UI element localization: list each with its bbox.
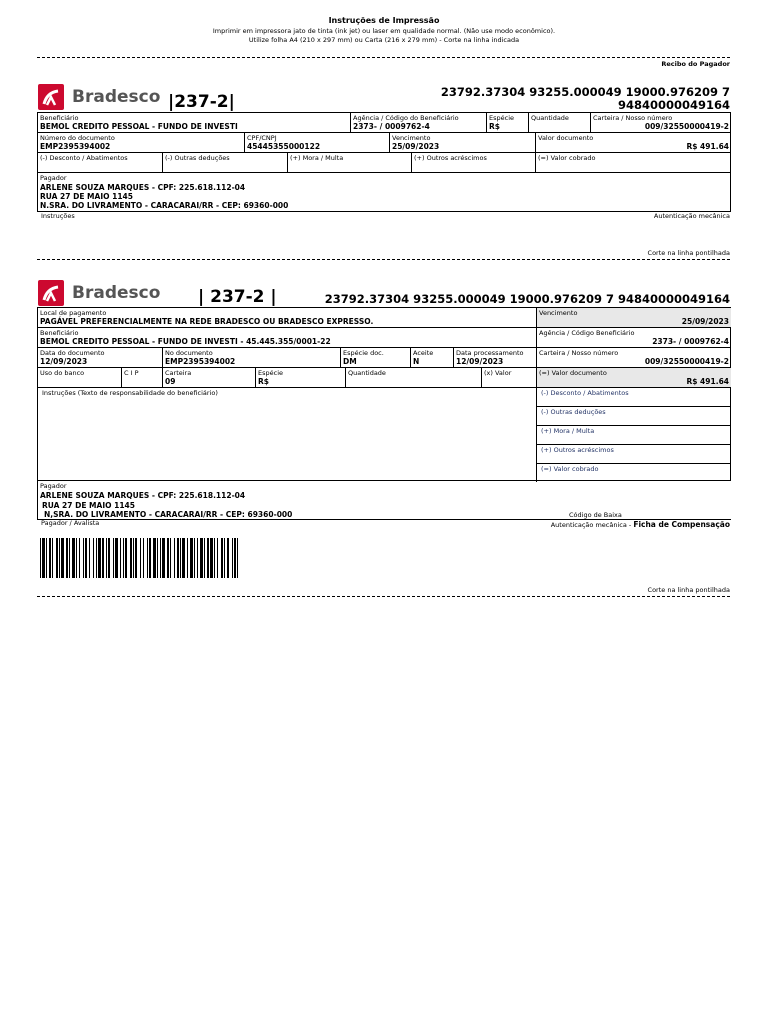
instrucoes-cell: Instruções (Texto de responsabilidade do beneficiário): [37, 387, 536, 482]
x-valor-cell: (x) Valor: [481, 367, 536, 387]
barcode-bar: [69, 538, 70, 578]
digitable-line-1: 23792.37304 93255.000049 19000.976209 7: [440, 85, 730, 99]
barcode-bar: [234, 538, 236, 578]
barcode-bar: [177, 538, 179, 578]
data-processamento-cell: Data processamento 12/09/2023: [453, 347, 536, 367]
data-documento-cell: Data do documento 12/09/2023: [37, 347, 162, 367]
vencimento-value: 25/09/2023: [681, 317, 729, 326]
barcode-bar: [79, 538, 80, 578]
pagador-line-1: ARLENE SOUZA MARQUES - CPF: 225.618.112-04: [40, 183, 246, 192]
print-instructions-title: Instruções de Impressão: [328, 16, 440, 25]
barcode-bar: [93, 538, 94, 578]
barcode-bar: [46, 538, 47, 578]
corte-label: Corte na linha pontilhada: [647, 586, 730, 594]
bank-logo: [38, 280, 160, 306]
carteira-cell: Carteira 09: [162, 367, 255, 387]
cut-line: [37, 259, 730, 260]
barcode-bar: [221, 538, 223, 578]
pagador-line-1: ARLENE SOUZA MARQUES - CPF: 225.618.112-04: [40, 491, 246, 500]
barcode-bar: [130, 538, 132, 578]
beneficiario-value: BEMOL CREDITO PESSOAL - FUNDO DE INVESTI: [40, 122, 238, 131]
cip-cell: C I P: [121, 367, 162, 387]
cut-line: [37, 596, 730, 597]
barcode-bar: [210, 538, 213, 578]
especie-value: R$: [258, 377, 269, 386]
desconto-cell: (-) Desconto / Abatimentos: [37, 152, 162, 172]
aceite-value: N: [413, 357, 420, 366]
beneficiario-value: BEMOL CREDITO PESSOAL - FUNDO DE INVESTI - 45.445.355/0001-22: [40, 337, 331, 346]
desconto-cell: (-) Desconto / Abatimentos: [536, 387, 731, 406]
barcode-bar: [59, 538, 60, 578]
avalista-label: Pagador / Avalista: [41, 519, 100, 527]
corte-label: Corte na linha pontilhada: [647, 249, 730, 257]
barcode-bar: [133, 538, 134, 578]
barcode-bar: [120, 538, 121, 578]
data-documento-value: 12/09/2023: [40, 357, 88, 366]
outras-deducoes-cell: (-) Outras deduções: [536, 406, 731, 425]
barcode-bar: [52, 538, 53, 578]
local-pagamento-value: PAGÁVEL PREFERENCIALMENTE NA REDE BRADESCO OU BRADESCO EXPRESSO.: [40, 317, 374, 326]
numero-documento-value: EMP2395394002: [165, 357, 236, 366]
barcode-bar: [115, 538, 118, 578]
vencimento-value: 25/09/2023: [392, 142, 440, 151]
barcode-bar: [49, 538, 51, 578]
vencimento-cell: Vencimento 25/09/2023: [536, 307, 731, 327]
barcode-bar: [42, 538, 45, 578]
barcode-bar: [56, 538, 58, 578]
barcode-bar: [106, 538, 107, 578]
barcode-bar: [214, 538, 215, 578]
valor-cobrado-cell: (=) Valor cobrado: [535, 152, 731, 172]
pagador-line-3: N,SRA. DO LIVRAMENTO - CARACARAI/RR - CEP: 69360-000: [44, 510, 293, 519]
local-pagamento-cell: Local de pagamento PAGÁVEL PREFERENCIALMENTE NA REDE BRADESCO OU BRADESCO EXPRESSO.: [37, 307, 536, 327]
barcode-bar: [96, 538, 97, 578]
agencia-cell: Agência / Código Beneficiário 2373- / 0009762-4: [536, 327, 731, 347]
barcode-bar: [102, 538, 104, 578]
valor-documento-cell: (=) Valor documento R$ 491.64: [536, 367, 731, 387]
carteira-nosso-numero-value: 009/32550000419-2: [644, 357, 729, 366]
barcode-bar: [207, 538, 209, 578]
bradesco-tree-icon: [38, 84, 64, 110]
barcode-bar: [174, 538, 175, 578]
barcode-bar: [61, 538, 64, 578]
autenticacao-label: Autenticação mecânica: [653, 212, 730, 220]
outras-deducoes-cell: (-) Outras deduções: [162, 152, 287, 172]
barcode-bar: [180, 538, 181, 578]
barcode-bar: [113, 538, 114, 578]
barcode-bar: [147, 538, 148, 578]
barcode-bar: [123, 538, 124, 578]
uso-banco-cell: Uso do banco: [37, 367, 121, 387]
outros-acrescimos-cell: (+) Outros acréscimos: [536, 444, 731, 463]
bradesco-tree-icon: [38, 280, 64, 306]
print-instructions-line-2: Utilize folha A4 (210 x 297 mm) ou Carta (216 x 279 mm) - Corte na linha indicada: [248, 36, 520, 44]
carteira-value: 09: [165, 377, 176, 386]
receipt-table: [37, 112, 731, 212]
codigo-baixa-label: Código de Baixa: [569, 511, 622, 519]
aceite-cell: Aceite N: [410, 347, 453, 367]
agencia-cell: Agência / Código do Beneficiário 2373- / 0009762-4: [350, 112, 486, 132]
bank-code: |237-2|: [168, 92, 235, 112]
carteira-nosso-numero-cell: Carteira / Nosso número 009/32550000419-2: [536, 347, 731, 367]
especie-cell: Espécie R$: [486, 112, 528, 132]
mora-cell: (+) Mora / Multa: [287, 152, 411, 172]
digitable-line-2: 94840000049164: [617, 98, 730, 112]
especie-doc-value: DM: [343, 357, 357, 366]
quantidade-cell: Quantidade: [528, 112, 590, 132]
especie-value: R$: [489, 122, 500, 131]
pagador-cell: Pagador ARLENE SOUZA MARQUES - CPF: 225.618.112-04 RUA 27 DE MAIO 1145 N,SRA. DO LIVRAMENTO - CARACARAI/RR - CEP: 69360-000 Código de Baixa: [37, 480, 731, 520]
cpf-cell: CPF/CNPJ 45445355000122: [244, 132, 389, 152]
ficha-table: [37, 307, 731, 481]
valor-cell: Valor documento R$ 491.64: [535, 132, 731, 152]
barcode-bar: [157, 538, 158, 578]
barcode-bar: [85, 538, 87, 578]
vencimento-cell: Vencimento 25/09/2023: [389, 132, 535, 152]
pagador-line-2: RUA 27 DE MAIO 1145: [40, 192, 133, 201]
barcode-bar: [66, 538, 68, 578]
digitable-line: 23792.37304 93255.000049 19000.976209 7 94840000049164: [324, 292, 730, 306]
especie-cell: Espécie R$: [255, 367, 345, 387]
valor-cobrado-cell: (=) Valor cobrado: [536, 463, 731, 482]
barcode-bar: [217, 538, 218, 578]
pagador-line-2: RUA 27 DE MAIO 1145: [42, 500, 135, 510]
outros-acrescimos-cell: (+) Outros acréscimos: [411, 152, 535, 172]
barcode-bar: [182, 538, 185, 578]
barcode-bar: [153, 538, 156, 578]
valor-value: R$ 491.64: [686, 142, 729, 151]
cut-line: [37, 57, 730, 58]
beneficiario-cell: Beneficiário BEMOL CREDITO PESSOAL - FUNDO DE INVESTI: [37, 112, 350, 132]
barcode-bar: [167, 538, 169, 578]
data-processamento-value: 12/09/2023: [456, 357, 504, 366]
barcode-bar: [204, 538, 205, 578]
valor-documento-value: R$ 491.64: [686, 377, 729, 386]
bank-logo-text: Bradesco: [72, 283, 161, 303]
instrucoes-label: Instruções: [41, 212, 75, 220]
barcode-bar: [190, 538, 193, 578]
print-instructions-line-1: Imprimir em impressora jato de tinta (ink jet) ou laser em qualidade normal. (Não use modo econômico).: [212, 27, 556, 35]
barcode-bar: [197, 538, 198, 578]
cpf-value: 45445355000122: [247, 142, 321, 151]
barcode-bar: [170, 538, 171, 578]
pagador-cell: Pagador ARLENE SOUZA MARQUES - CPF: 225.618.112-04 RUA 27 DE MAIO 1145 N.SRA. DO LIVRAMENTO - CARACARAI/RR - CEP: 69360-000: [37, 172, 731, 212]
barcode-bar: [108, 538, 110, 578]
autenticacao-ficha: Autenticação mecânica - Ficha de Compensação: [550, 520, 730, 529]
bank-code: | 237-2 |: [198, 287, 277, 307]
agencia-value: 2373- / 0009762-4: [652, 337, 729, 346]
carteira-cell: Carteira / Nosso número 009/32550000419-2: [590, 112, 731, 132]
barcode-bar: [83, 538, 84, 578]
barcode-bar: [237, 538, 238, 578]
barcode-bar: [143, 538, 144, 578]
barcode-bar: [194, 538, 195, 578]
mora-cell: (+) Mora / Multa: [536, 425, 731, 444]
receipt-label: Recibo do Pagador: [661, 60, 730, 68]
bank-logo-text: Bradesco: [72, 87, 161, 107]
barcode-bar: [162, 538, 165, 578]
barcode-bar: [187, 538, 188, 578]
barcode-bar: [224, 538, 225, 578]
barcode-bar: [227, 538, 229, 578]
barcode-bar: [89, 538, 90, 578]
barcode-bar: [135, 538, 137, 578]
bank-logo: [38, 84, 160, 110]
numero-documento-cell: No documento EMP2395394002: [162, 347, 340, 367]
barcode-bar: [232, 538, 233, 578]
quantidade-cell: Quantidade: [345, 367, 481, 387]
barcode-bar: [125, 538, 127, 578]
especie-doc-cell: Espécie doc. DM: [340, 347, 410, 367]
barcode-bar: [160, 538, 161, 578]
barcode-bar: [98, 538, 101, 578]
barcode-bar: [200, 538, 203, 578]
barcode-bar: [140, 538, 141, 578]
barcode-bar: [72, 538, 75, 578]
beneficiario-cell: Beneficiário BEMOL CREDITO PESSOAL - FUNDO DE INVESTI - 45.445.355/0001-22: [37, 327, 536, 347]
barcode-bar: [76, 538, 77, 578]
barcode-bar: [149, 538, 151, 578]
barcode-bar: [40, 538, 41, 578]
pagador-line-3: N.SRA. DO LIVRAMENTO - CARACARAI/RR - CEP: 69360-000: [40, 201, 289, 210]
carteira-value: 009/32550000419-2: [644, 122, 729, 131]
numero-value: EMP2395394002: [40, 142, 111, 151]
barcode: [40, 538, 360, 578]
agencia-value: 2373- / 0009762-4: [353, 122, 430, 131]
numero-cell: Número do documento EMP2395394002: [37, 132, 244, 152]
